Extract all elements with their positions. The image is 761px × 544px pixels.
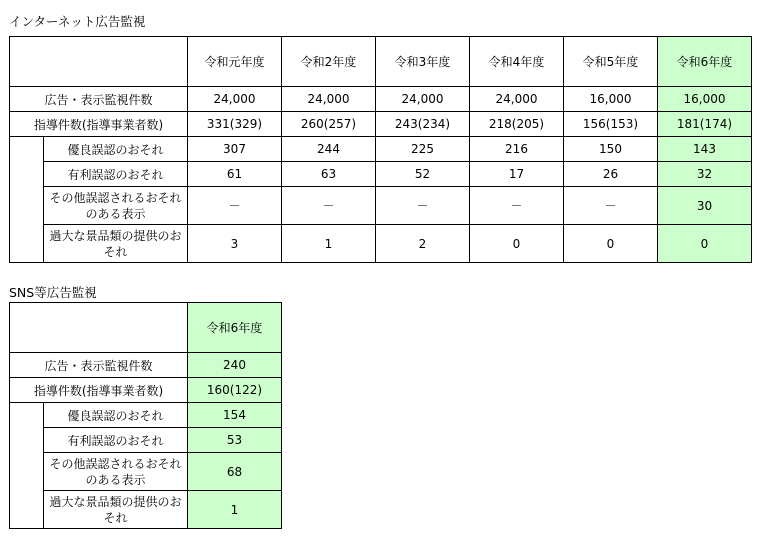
table-cell: 331(329) bbox=[188, 112, 282, 137]
table-cell: 68 bbox=[188, 453, 282, 491]
table-cell: 243(234) bbox=[376, 112, 470, 137]
row-label-advantage-misleading: 有利誤認のおそれ bbox=[44, 428, 188, 453]
table-cell: 52 bbox=[376, 162, 470, 187]
row-label-superiority-misleading: 優良誤認のおそれ bbox=[44, 137, 188, 162]
table-cell: 143 bbox=[658, 137, 752, 162]
table-row bbox=[10, 112, 752, 137]
table-row bbox=[10, 87, 752, 112]
col-header-fy-r3: 令和3年度 bbox=[376, 37, 470, 87]
table-row bbox=[10, 187, 752, 225]
indent-cell bbox=[10, 137, 44, 162]
indent-cell bbox=[10, 453, 44, 491]
table-cell: 32 bbox=[658, 162, 752, 187]
table-row bbox=[10, 353, 282, 378]
indent-cell bbox=[10, 162, 44, 187]
row-label-monitored-count: 広告・表示監視件数 bbox=[10, 353, 188, 378]
table-cell: 154 bbox=[188, 403, 282, 428]
table-cell: 216 bbox=[470, 137, 564, 162]
sns-monitoring-table bbox=[9, 302, 282, 529]
table-cell: 225 bbox=[376, 137, 470, 162]
table-row bbox=[10, 162, 752, 187]
table-cell: 181(174) bbox=[658, 112, 752, 137]
header-row bbox=[10, 37, 752, 87]
table-cell: 218(205) bbox=[470, 112, 564, 137]
table-cell: 156(153) bbox=[564, 112, 658, 137]
table-cell: 24,000 bbox=[282, 87, 376, 112]
table-cell: 17 bbox=[470, 162, 564, 187]
row-label-excessive-premiums: 過大な景品類の提供のおそれ bbox=[44, 491, 188, 529]
table-cell: 24,000 bbox=[376, 87, 470, 112]
row-label-excessive-premiums: 過大な景品類の提供のおそれ bbox=[44, 225, 188, 263]
table-cell: 1 bbox=[188, 491, 282, 529]
table-cell: 2 bbox=[376, 225, 470, 263]
table-cell: － bbox=[282, 187, 376, 225]
row-label-superiority-misleading: 優良誤認のおそれ bbox=[44, 403, 188, 428]
table-cell: 24,000 bbox=[470, 87, 564, 112]
table-cell: 53 bbox=[188, 428, 282, 453]
header-row bbox=[10, 303, 282, 353]
row-label-other-misleading: その他誤認されるおそれのある表示 bbox=[44, 187, 188, 225]
table-cell: 30 bbox=[658, 187, 752, 225]
table-cell: 1 bbox=[282, 225, 376, 263]
table-cell: － bbox=[564, 187, 658, 225]
row-label-other-misleading: その他誤認されるおそれのある表示 bbox=[44, 453, 188, 491]
corner-cell bbox=[10, 303, 188, 353]
table-cell: 16,000 bbox=[658, 87, 752, 112]
table-cell: 26 bbox=[564, 162, 658, 187]
table-cell: 0 bbox=[564, 225, 658, 263]
col-header-fy-r2: 令和2年度 bbox=[282, 37, 376, 87]
table-cell: 150 bbox=[564, 137, 658, 162]
indent-cell bbox=[10, 225, 44, 263]
table-row bbox=[10, 378, 282, 403]
indent-cell bbox=[10, 187, 44, 225]
row-label-guidance-count: 指導件数(指導事業者数) bbox=[10, 378, 188, 403]
col-header-fy-r5: 令和5年度 bbox=[564, 37, 658, 87]
table-row bbox=[10, 137, 752, 162]
table-cell: － bbox=[188, 187, 282, 225]
table-cell: 260(257) bbox=[282, 112, 376, 137]
col-header-fy-r6: 令和6年度 bbox=[188, 303, 282, 353]
internet-section-title: インターネット広告監視 bbox=[9, 14, 146, 29]
table-row bbox=[10, 403, 282, 428]
table-row bbox=[10, 428, 282, 453]
table-cell: 63 bbox=[282, 162, 376, 187]
sns-section-title: SNS等広告監視 bbox=[9, 285, 97, 300]
col-header-fy-r6: 令和6年度 bbox=[658, 37, 752, 87]
col-header-fy-r4: 令和4年度 bbox=[470, 37, 564, 87]
table-cell: 244 bbox=[282, 137, 376, 162]
corner-cell bbox=[10, 37, 188, 87]
table-cell: 160(122) bbox=[188, 378, 282, 403]
indent-cell bbox=[10, 428, 44, 453]
table-row bbox=[10, 491, 282, 529]
row-label-monitored-count: 広告・表示監視件数 bbox=[10, 87, 188, 112]
indent-cell bbox=[10, 403, 44, 428]
table-cell: 0 bbox=[470, 225, 564, 263]
table-cell: － bbox=[470, 187, 564, 225]
table-cell: 307 bbox=[188, 137, 282, 162]
table-cell: 0 bbox=[658, 225, 752, 263]
table-cell: 3 bbox=[188, 225, 282, 263]
table-row bbox=[10, 225, 752, 263]
row-label-guidance-count: 指導件数(指導事業者数) bbox=[10, 112, 188, 137]
table-cell: 240 bbox=[188, 353, 282, 378]
table-cell: 24,000 bbox=[188, 87, 282, 112]
indent-cell bbox=[10, 491, 44, 529]
table-row bbox=[10, 453, 282, 491]
col-header-fy-r1: 令和元年度 bbox=[188, 37, 282, 87]
table-cell: 61 bbox=[188, 162, 282, 187]
internet-monitoring-table bbox=[9, 36, 752, 263]
row-label-advantage-misleading: 有利誤認のおそれ bbox=[44, 162, 188, 187]
table-cell: － bbox=[376, 187, 470, 225]
table-cell: 16,000 bbox=[564, 87, 658, 112]
